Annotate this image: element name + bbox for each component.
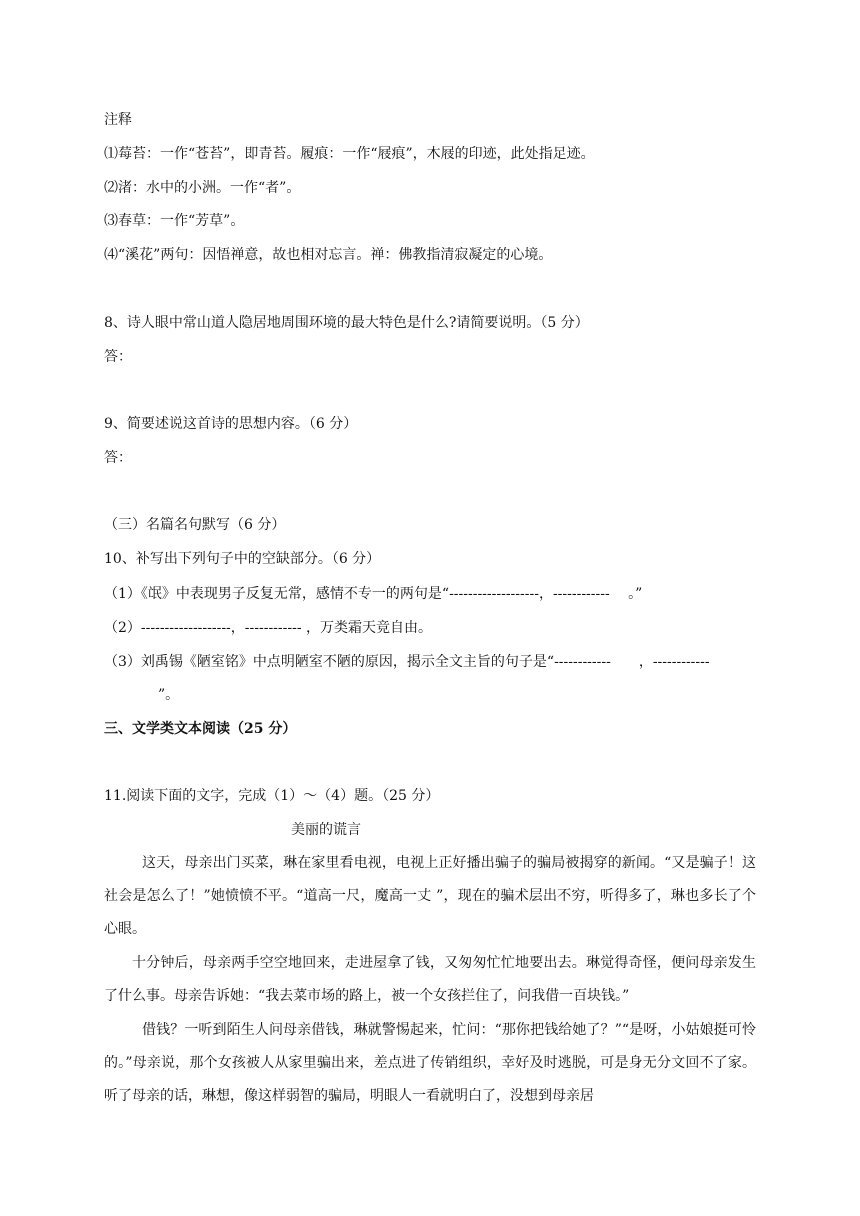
note-item-3: ⑶春草：一作“芳草”。 (104, 213, 245, 229)
note-item-2: ⑵渚：水中的小洲。一作“者”。 (104, 180, 301, 196)
story-paragraph-3: 借钱？一听到陌生人问母亲借钱，琳就警惕起来，忙问：“那你把钱给她了？”“是呀，小姑娘挺可怜的。”母亲说，那个女孩被人从家里骗出来，差点进了传销组织，幸好及时逃脱，可是身无分文回不了家。听了母亲的话，琳想，像这样弱智的骗局，明眼人一看就明白了，没想到母亲居 (104, 1022, 756, 1104)
question-10-line-1: （1）《氓》中表现男子反复无常，感情不专一的两句是“-------------------，------------ 。” (104, 586, 643, 602)
note-item-4: ⑷“溪花”两句：因悟禅意，故也相对忘言。禅：佛教指清寂凝定的心境。 (104, 247, 553, 263)
story-title: 美丽的谎言 (291, 822, 361, 838)
question-8: 8、诗人眼中常山道人隐居地周围环境的最大特色是什么?请简要说明。（5 分） (104, 315, 589, 331)
question-11: 11.阅读下面的文字，完成（1）～（4）题。（25 分） (104, 788, 440, 804)
question-10-line-2: （2）-------------------，------------ ，万类霜天竞自由。 (104, 620, 433, 636)
question-9-answer-label: 答： (104, 450, 132, 466)
question-10: 10、补写出下列句子中的空缺部分。（6 分） (104, 551, 381, 567)
story-paragraph-1: 这天，母亲出门买菜，琳在家里看电视，电视上正好播出骗子的骗局被揭穿的新闻。“又是骗子！这社会是怎么了！”她愤愤不平。“道高一尺，魔高一丈 ”，现在的骗术层出不穷，听得多了，琳也多长了个心眼。 (104, 855, 756, 937)
note-item-1: ⑴莓苔：一作“苍苔”，即青苔。履痕：一作“屐痕”，木屐的印迹，此处指足迹。 (104, 146, 595, 162)
notes-header: 注释 (104, 112, 132, 128)
part-3-heading: 三、文学类文本阅读（25 分） (104, 721, 297, 737)
section-3-heading: （三）名篇名句默写（6 分） (104, 517, 286, 533)
question-10-line-3: （3）刘禹锡《陋室铭》中点明陋室不陋的原因，揭示全文主旨的句子是“------------ ，------------ (104, 654, 710, 670)
question-9: 9、简要述说这首诗的思想内容。（6 分） (104, 416, 358, 432)
question-10-line-3-end: ”。 (158, 687, 180, 703)
story-paragraph-2: 十分钟后，母亲两手空空地回来，走进屋拿了钱，又匆匆忙忙地要出去。琳觉得奇怪，便问母亲发生了什么事。母亲告诉她：“我去菜市场的路上，被一个女孩拦住了，问我借一百块钱。” (104, 955, 756, 1004)
question-8-answer-label: 答： (104, 349, 132, 365)
